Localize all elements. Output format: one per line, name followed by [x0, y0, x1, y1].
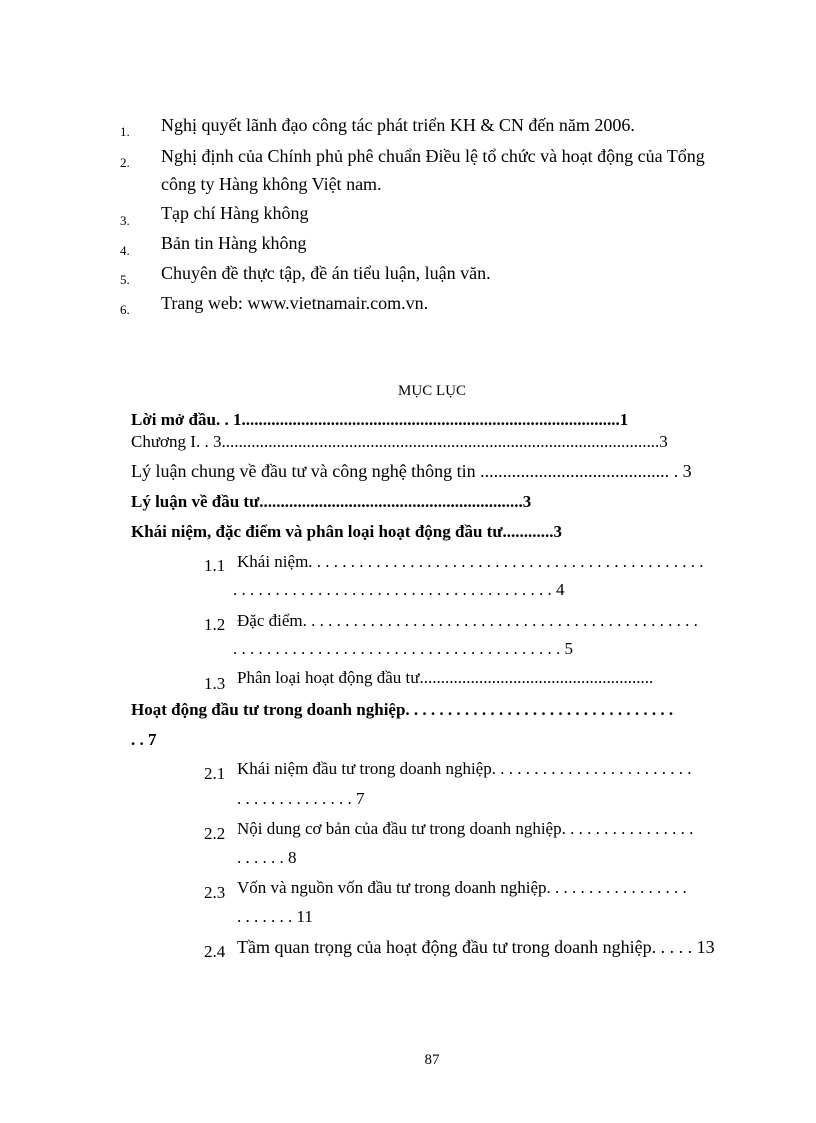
reference-number: 5.: [120, 272, 130, 287]
toc-entry-continued: . . . . . . . 11: [237, 907, 313, 926]
toc-entry: Khái niệm, đặc điểm và phân loại hoạt động đầu tư............3: [131, 522, 563, 541]
toc-entry: Đặc điểm. . . . . . . . . . . . . . . . . . . . . . . . . . . . . . . . . . . . . . . . . . . . . . .: [237, 611, 698, 630]
toc-entry: Chương I. . 3.......................................................................................................3: [131, 432, 668, 451]
reference-number: 1.: [120, 124, 130, 139]
reference-number: 3.: [120, 213, 130, 228]
toc-entry: Lời mở đầu. . 1.........................................................................................1: [131, 410, 629, 429]
toc-entry-continued: . . . . . . 8: [237, 848, 297, 867]
reference-text-continued: công ty Hàng không Việt nam.: [161, 174, 382, 194]
reference-text: Nghị quyết lãnh đạo công tác phát triển KH & CN đến năm 2006.: [161, 115, 635, 135]
reference-text: Chuyên đề thực tập, đề án tiểu luận, luận văn.: [161, 263, 491, 283]
toc-entry-continued: . . . . . . . . . . . . . . 7: [237, 789, 365, 808]
reference-text: Tạp chí Hàng không: [161, 203, 309, 223]
reference-text: Nghị định của Chính phủ phê chuẩn Điều lệ tổ chức và hoạt động của Tổng: [161, 146, 705, 166]
toc-entry-number: 1.1: [204, 556, 226, 575]
toc-entry-number: 2.2: [204, 824, 226, 843]
toc-entry: Khái niệm. . . . . . . . . . . . . . . . . . . . . . . . . . . . . . . . . . . . . . . . . . . . . . .: [237, 552, 704, 571]
toc-entry-continued: . . . . . . . . . . . . . . . . . . . . . . . . . . . . . . . . . . . . . . . 5: [233, 639, 573, 658]
toc-entry: Lý luận về đầu tư..............................................................3: [131, 492, 532, 511]
toc-entry-number: 2.1: [204, 764, 226, 783]
toc-entry-continued: . . 7: [131, 730, 157, 749]
toc-entry-continued: . . . . . . . . . . . . . . . . . . . . . . . . . . . . . . . . . . . . . . 4: [233, 580, 565, 599]
toc-entry-number: 2.3: [204, 883, 226, 902]
toc-entry: Hoạt động đầu tư trong doanh nghiệp. . . . . . . . . . . . . . . . . . . . . . . . . . . . . . . .: [131, 700, 674, 719]
reference-text: Trang web: www.vietnamair.com.vn.: [161, 293, 429, 313]
reference-number: 4.: [120, 243, 130, 258]
reference-number: 6.: [120, 302, 130, 317]
reference-text: Bản tin Hàng không: [161, 233, 307, 253]
toc-title: MỤC LỤC: [398, 383, 466, 399]
toc-entry-number: 1.3: [204, 674, 226, 693]
toc-entry: Phân loại hoạt động đầu tư.......................................................: [237, 668, 654, 687]
toc-entry-number: 2.4: [204, 942, 226, 961]
toc-entry: Khái niệm đầu tư trong doanh nghiệp. . . . . . . . . . . . . . . . . . . . . . . .: [237, 759, 692, 778]
toc-entry: Nội dung cơ bản của đầu tư trong doanh nghiệp. . . . . . . . . . . . . . . .: [237, 819, 694, 838]
reference-number: 2.: [120, 155, 130, 170]
toc-entry-number: 1.2: [204, 615, 226, 634]
toc-entry: Vốn và nguồn vốn đầu tư trong doanh nghiệp. . . . . . . . . . . . . . . . .: [237, 878, 687, 897]
toc-entry: Lý luận chung về đầu tư và công nghệ thông tin .......................................... . 3: [131, 461, 692, 481]
toc-entry: Tầm quan trọng của hoạt động đầu tư trong doanh nghiệp. . . . . 13: [237, 937, 715, 957]
page-number: 87: [424, 1052, 440, 1068]
